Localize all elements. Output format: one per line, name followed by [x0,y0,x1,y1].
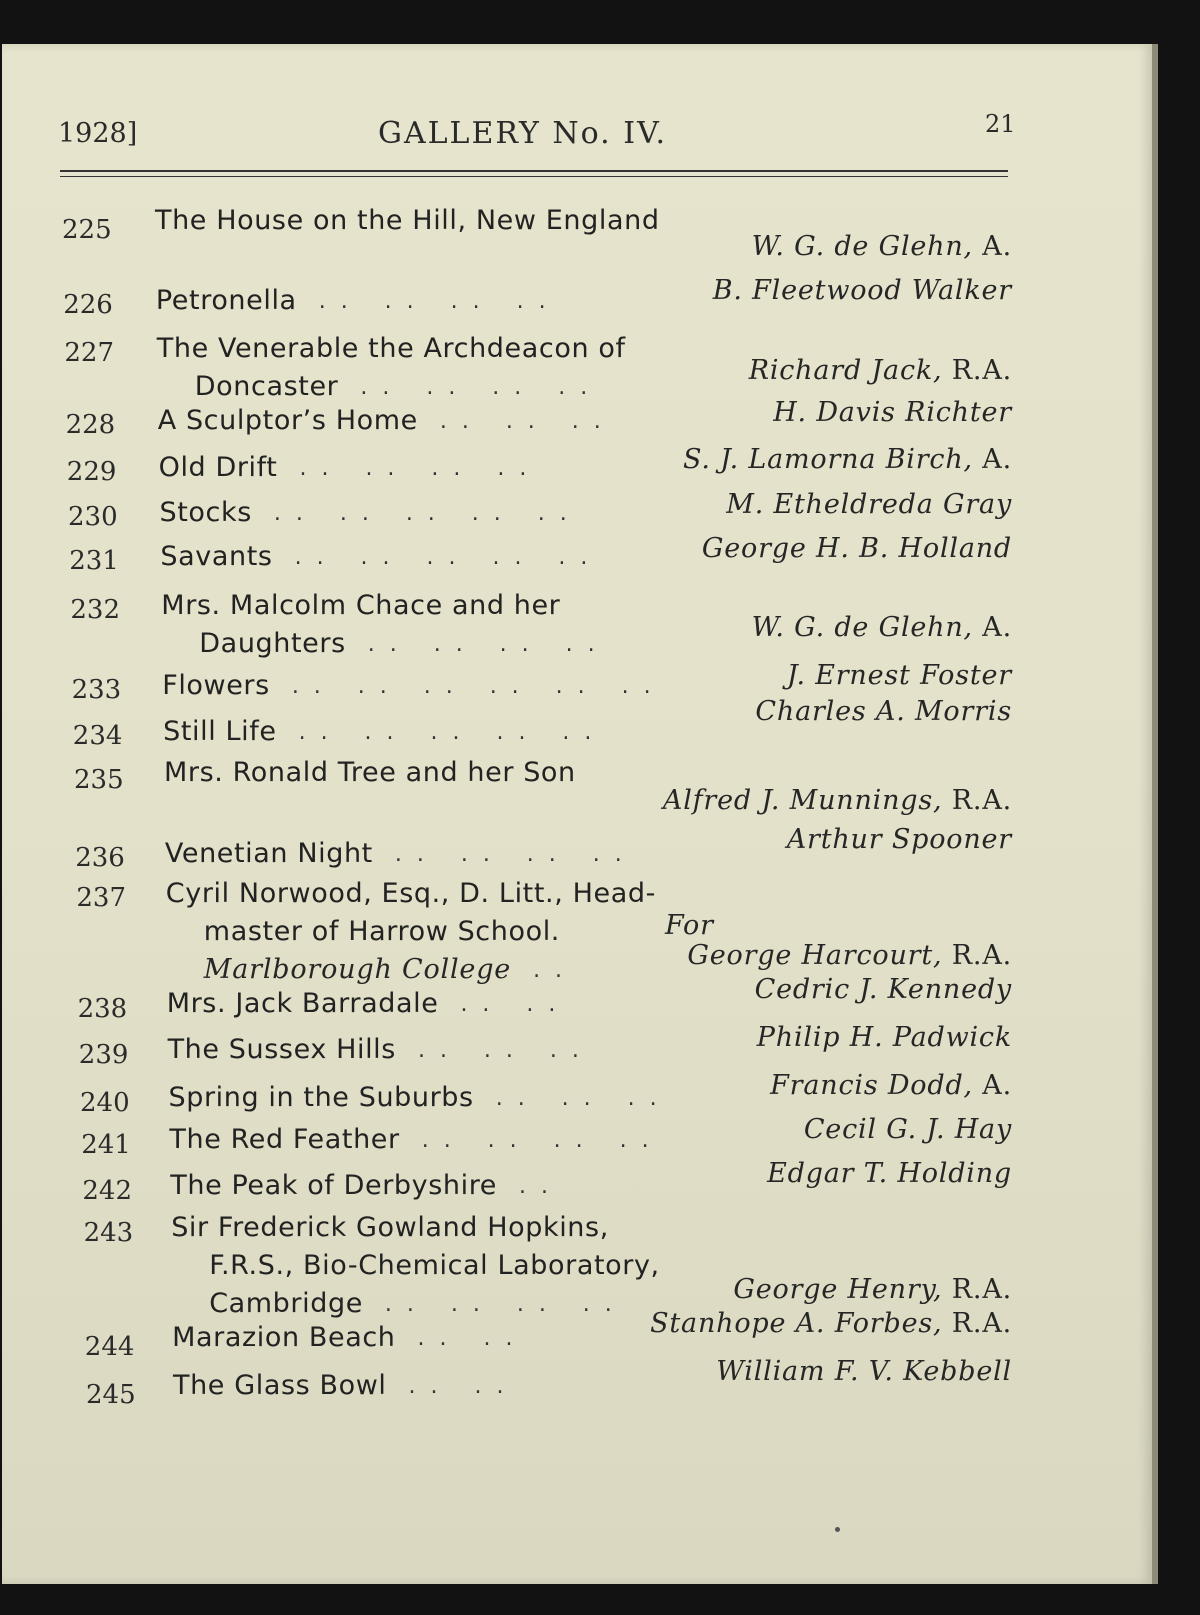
artist-name: S. J. Lamorna Birch, [682,444,973,475]
leader-dots: . . . . . . . . [384,1292,616,1317]
header-gallery-title: GALLERY No. IV. [378,116,668,151]
leader-dots: . . . . . . [439,409,605,434]
page-edge [1152,44,1158,1584]
artist-honour: R.A. [942,785,1012,816]
header-rule [60,176,1008,177]
entry-title-line: The Venerable the Archdeacon of [156,333,626,364]
entry-number: 241 [81,1130,131,1160]
entry-title-line: Old Drift [158,452,278,483]
entry-artist [663,785,1012,816]
artist-name: Richard Jack, [748,355,943,386]
entry-title-line: Mrs. Jack Barradale [166,988,439,1019]
entry-artist [726,489,1012,520]
entry-number: 235 [74,765,124,795]
entry-number: 242 [82,1176,133,1206]
artist-name: B. Fleetwood Walker [712,275,1012,306]
artist-name: Stanhope A. Forbes, [650,1308,943,1339]
entry-artist [716,1356,1012,1387]
entry-title-line: The Sussex Hills [167,1034,396,1065]
entry-number: 245 [86,1380,136,1410]
entry-title-line: F.R.S., Bio-Chemical Laboratory, [209,1250,660,1281]
artist-name: George H. B. Holland [701,533,1012,564]
entry-title-line: The House on the Hill, New England [155,205,660,236]
entry-number: 243 [83,1218,134,1248]
entry-title-line: Mrs. Malcolm Chace and her [161,590,561,621]
artist-name: W. G. de Glehn, [751,231,973,262]
artist-name: George Harcourt, [687,940,943,971]
entry-number: 232 [70,595,121,625]
entry-artist [752,231,1012,262]
entry-artist [650,1308,1012,1339]
entry-number: 240 [80,1088,130,1118]
entry-artist [787,824,1012,855]
leader-dots: . . . . . . . . [421,1128,653,1153]
header-year: 1928] [58,118,138,149]
entry-artist [770,1070,1012,1101]
artist-honour: R.A. [942,940,1012,971]
entry-for-label: For [665,910,714,941]
header-page-number: 21 [985,110,1016,138]
entry-number: 237 [76,883,127,913]
artist-name: Francis Dodd, [770,1070,973,1101]
entry-number: 238 [77,994,128,1024]
leader-dots: . . . . . . . . . . [298,720,596,745]
entry-number: 226 [63,290,113,320]
artist-honour: A. [972,231,1012,262]
entry-number: 231 [69,546,119,576]
entry-title-line: Savants [160,541,273,572]
artist-name: W. G. de Glehn, [751,612,973,643]
leader-dots: . . . . . . . . [367,632,599,657]
entry-number: 236 [75,843,125,873]
entry-artist [804,1114,1012,1145]
artist-name: Alfred J. Munnings, [662,785,943,816]
entry-artist [767,1158,1012,1189]
entry-title-line: The Peak of Derbyshire [170,1170,498,1201]
artist-honour: R.A. [942,1308,1012,1339]
artist-name: Cedric J. Kennedy [754,974,1012,1005]
entry-title-line: Flowers [162,670,270,701]
entry-artist [713,275,1012,306]
entry-number: 239 [78,1040,129,1070]
entry-artist [755,974,1012,1005]
leader-dots: . . . . . . . . [318,289,550,314]
entry-title-line: A Sculptor’s Home [157,405,418,436]
artist-name: H. Davis Richter [773,397,1012,428]
artist-honour: A. [972,1070,1012,1101]
entry-artist [687,940,1012,971]
leader-dots: . . [519,1174,553,1199]
entry-title-line: Petronella [155,285,297,316]
leader-dots: . . . . . . . . . . . . [291,674,655,699]
leader-dots: . . . . . . . . [299,456,531,481]
entry-title-line: Venetian Night [164,838,373,869]
leader-dots: . . . . . . [495,1086,661,1111]
artist-name: Arthur Spooner [786,824,1012,855]
leader-dots: . . . . . . . . . . [273,501,571,526]
entry-number: 228 [65,410,116,440]
entry-artist [755,696,1012,727]
leader-dots: . . . . [460,992,560,1017]
entry-title-line: Stocks [159,497,252,528]
entry-number: 244 [84,1332,135,1362]
entry-title-line: The Glass Bowl [173,1370,387,1401]
artist-name: M. Etheldreda Gray [726,489,1012,520]
entry-title-line: Cambridge [209,1288,363,1319]
entry-artist [683,444,1012,475]
entry-artist [749,355,1012,386]
entry-artist [702,533,1012,564]
leader-dots: . . [533,958,567,983]
entry-title-line: Sir Frederick Gowland Hopkins, [171,1212,609,1243]
artist-honour: R.A. [942,1274,1012,1305]
entry-subtitle: Marlborough College [203,954,512,985]
entry-artist [757,1022,1012,1053]
entry-number: 230 [68,502,118,532]
artist-name: Charles A. Morris [755,696,1012,727]
entry-title-line: Marazion Beach [172,1322,396,1353]
entry-number: 229 [66,457,117,487]
entry-artist [733,1274,1012,1305]
entry-title-line: Spring in the Suburbs [168,1082,474,1113]
artist-honour: A. [972,612,1012,643]
artist-name: Philip H. Padwick [756,1022,1012,1053]
leader-dots: . . . . . . [417,1038,583,1063]
entry-artist [787,660,1012,691]
artist-name: Cecil G. J. Hay [803,1114,1012,1145]
artist-name: William F. V. Kebbell [716,1356,1012,1387]
artist-name: Edgar T. Holding [767,1158,1012,1189]
entry-title-line: Daughters [199,628,346,659]
entry-title-line: Cyril Norwood, Esq., D. Litt., Head- [165,878,656,909]
entry-number: 233 [71,675,122,705]
leader-dots: . . . . . . . . [360,375,592,400]
leader-dots: . . . . . . . . . . [294,545,592,570]
header-rule [60,170,1008,172]
entry-number: 227 [64,338,115,368]
entry-artist [752,612,1012,643]
entry-number: 234 [72,721,123,751]
entry-title-line: Still Life [163,716,277,747]
entry-artist [773,397,1012,428]
artist-name: J. Ernest Foster [786,660,1012,691]
entry-title-line: The Red Feather [169,1124,400,1155]
leader-dots: . . . . . . . . [394,842,626,867]
artist-honour: A. [972,444,1012,475]
entry-title-line: master of Harrow School. [203,916,560,947]
entry-title-line: Doncaster [194,371,339,402]
leader-dots: . . . . [408,1374,508,1399]
paper-speck [835,1527,840,1532]
leader-dots: . . . . [417,1326,517,1351]
entry-title-line: Mrs. Ronald Tree and her Son [164,757,576,788]
artist-name: George Henry, [733,1274,943,1305]
artist-honour: R.A. [942,355,1012,386]
entry-number: 225 [62,215,112,245]
